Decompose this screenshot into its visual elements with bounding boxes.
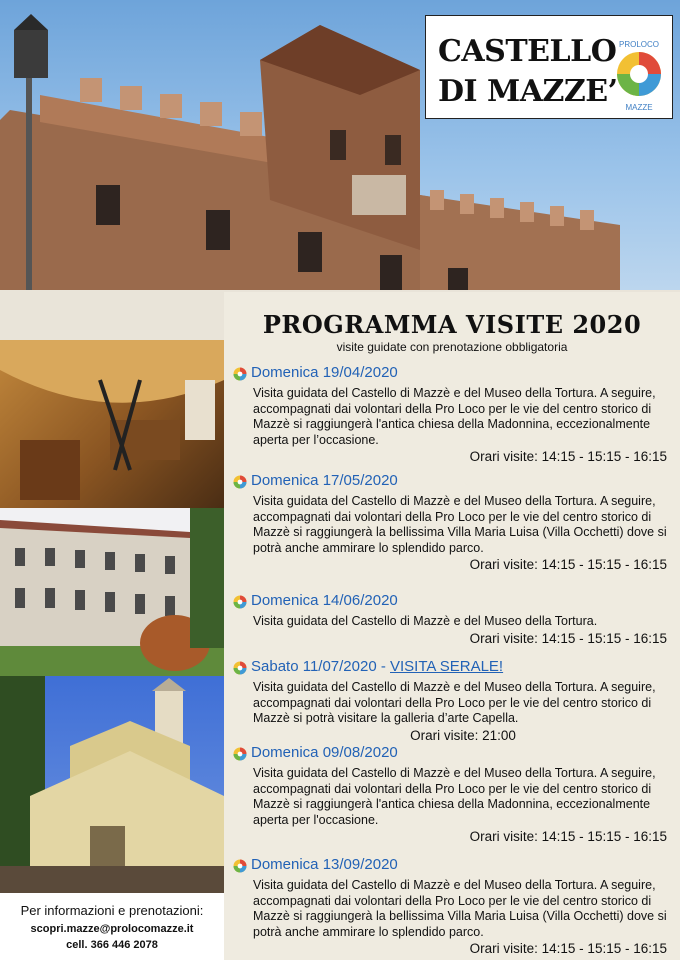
title-box	[425, 15, 673, 119]
event-item	[233, 744, 673, 845]
proloco-bullet-icon	[233, 661, 247, 675]
proloco-bullet-icon	[233, 595, 247, 609]
title-line-1: CASTELLO	[438, 34, 617, 69]
program-title: PROGRAMMA VISITE 2020	[262, 310, 642, 339]
torture-museum-photo	[0, 340, 224, 508]
program-panel	[224, 292, 680, 960]
contact-title: Per informazioni e prenotazioni:	[20, 903, 204, 918]
logo-text-top: PROLOCO	[618, 40, 660, 49]
church-photo	[0, 676, 224, 893]
event-item	[233, 658, 673, 744]
event-date-text: Sabato 11/07/2020 -	[251, 658, 390, 675]
event-times: Orari visite: 14:15 - 15:15 - 16:15	[469, 557, 667, 572]
event-date: Domenica 14/06/2020	[251, 592, 398, 609]
contact-email-link[interactable]: scopri.mazze@prolocomazze.it	[30, 923, 194, 935]
event-times: Orari visite: 14:15 - 15:15 - 16:15	[469, 941, 667, 956]
proloco-bullet-icon	[233, 475, 247, 489]
event-date: Domenica 13/09/2020	[251, 856, 398, 873]
proloco-bullet-icon	[233, 367, 247, 381]
contact-box	[0, 893, 224, 960]
castle-photo	[0, 0, 680, 290]
event-item	[233, 856, 673, 957]
event-description: Visita guidata del Castello di Mazzè e del Museo della Tortura. A seguire, accompagnati dai volontari della Pro Loco per le vie del centro storico di Mazzè si raggiungerà la bellissima Villa Maria Luisa (Villa Occhetti) dove si potrà anche ammirare lo splendido parco.	[253, 494, 667, 555]
event-description: Visita guidata del Castello di Mazzè e del Museo della Tortura.	[253, 614, 598, 628]
logo-text-bottom: MAZZE	[625, 103, 653, 112]
event-date: Domenica 19/04/2020	[251, 364, 398, 381]
program-subtitle: visite guidate con prenotazione obbligatoria	[336, 340, 568, 354]
proloco-bullet-icon	[233, 747, 247, 761]
event-date	[251, 658, 503, 675]
event-times: Orari visite: 14:15 - 15:15 - 16:15	[469, 449, 667, 464]
event-date: Domenica 09/08/2020	[251, 744, 398, 761]
event-description: Visita guidata del Castello di Mazzè e del Museo della Tortura. A seguire, accompagnati dai volontari della Pro Loco per le vie del centro storico di Mazzè si raggiungerà l'antica chiesa della Madonnina, eccezionalmente aperta per l'occasione.	[253, 766, 656, 827]
event-item	[233, 364, 673, 465]
event-description: Visita guidata del Castello di Mazzè e del Museo della Tortura. A seguire, accompagnati dai volontari della Pro Loco per le vie del centro storico di Mazzè si raggiungerà l'antica chiesa della Madonnina, eccezionalmente aperta per l’occasione.	[253, 386, 656, 447]
event-description: Visita guidata del Castello di Mazzè e del Museo della Tortura. A seguire, accompagnati dai volontari della Pro Loco per le vie del centro storico di Mazzè si potrà visitare la galleria d’arte Capella.	[253, 680, 656, 725]
event-times: Orari visite: 14:15 - 15:15 - 16:15	[469, 829, 667, 844]
event-times: Orari visite: 14:15 - 15:15 - 16:15	[469, 630, 667, 646]
contact-phone: cell. 366 446 2078	[66, 939, 158, 951]
visita-serale-link[interactable]: VISITA SERALE!	[390, 658, 504, 675]
event-description: Visita guidata del Castello di Mazzè e del Museo della Tortura. A seguire, accompagnati dai volontari della Pro Loco per le vie del centro storico di Mazzè si raggiungerà la bellissima Villa Maria Luisa (Villa Occhetti) dove si potrà anche ammirare lo splendido parco.	[253, 878, 667, 939]
event-item	[233, 592, 673, 647]
event-item	[233, 472, 673, 573]
event-times: Orari visite: 21:00	[410, 727, 516, 743]
villa-photo	[0, 508, 224, 676]
proloco-logo-icon	[609, 32, 669, 116]
title-line-2: DI MAZZE’	[438, 74, 618, 109]
proloco-bullet-icon	[233, 859, 247, 873]
event-date: Domenica 17/05/2020	[251, 472, 398, 489]
